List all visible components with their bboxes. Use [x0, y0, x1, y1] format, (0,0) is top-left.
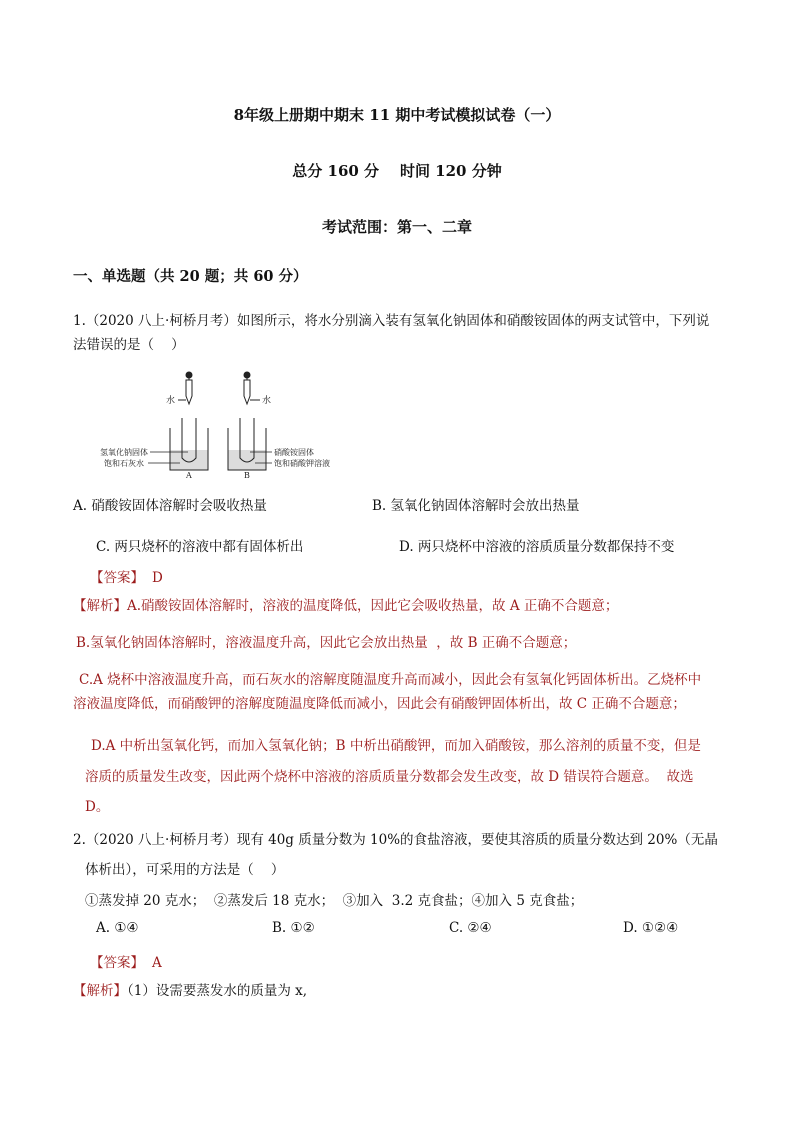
- q2-option-a: A. ①④: [96, 920, 139, 936]
- label-naoh: 氢氧化钠固体: [100, 448, 148, 457]
- q1-stem-line2: 法错误的是（ ）: [73, 337, 185, 353]
- q1-option-b: B. 氢氧化钠固体溶解时会放出热量: [372, 498, 580, 514]
- label-kno3: 饱和硝酸钾溶液: [274, 459, 330, 468]
- analysis-label: 【解析】: [73, 598, 127, 614]
- q2-option-d: D. ①②④: [623, 920, 679, 936]
- q1-beaker-figure: [100, 370, 360, 478]
- q1-option-c: C. 两只烧杯的溶液中都有固体析出: [96, 539, 304, 555]
- q2-methods: ①蒸发掉 20 克水； ②蒸发后 18 克水； ③加入 3.2 克食盐；④加入 5 克食盐；: [85, 893, 584, 909]
- answer-value: D: [152, 570, 163, 586]
- q1-analysis-c1: C.A 烧杯中溶液温度升高，而石灰水的溶解度随温度升高而减小，因此会有氢氧化钙固体析出。乙烧杯中: [79, 672, 702, 688]
- exam-scope: 考试范围：第一、二章: [321, 218, 472, 236]
- answer-label: 【答案】: [90, 955, 144, 971]
- section-heading: 一、单选题（共 20 题；共 60 分）: [73, 268, 308, 285]
- q1-analysis-d1: D.A 中析出氢氧化钙，而加入氢氧化钠；B 中析出硝酸钾，而加入硝酸铵，那么溶剂的质量不变，但是: [91, 738, 701, 754]
- q1-analysis-a: [73, 594, 618, 614]
- label-b: B: [244, 471, 250, 478]
- label-water-b: 水: [262, 396, 272, 406]
- q1-analysis-b: B.氢氧化钠固体溶解时，溶液温度升高，因此它会放出热量 ，故 B 正确不合题意；: [76, 635, 577, 651]
- beaker-b: [228, 372, 266, 470]
- label-water-a: 水: [166, 396, 176, 406]
- q1-stem-line1: 1.（2020 八上·柯桥月考）如图所示，将水分别滴入装有氢氧化钠固体和硝酸铵固体的两支试管中，下列说: [73, 313, 710, 329]
- q1-analysis-d3: D。: [85, 799, 110, 815]
- q1-option-a: A. 硝酸铵固体溶解时会吸收热量: [73, 498, 267, 514]
- q2-stem-line1: 2.（2020 八上·柯桥月考）现有 40g 质量分数为 10%的食盐溶液，要使其溶质的质量分数达到 20%（无晶: [73, 832, 718, 848]
- exam-title: 8年级上册期中期末 11 期中考试模拟试卷（一）: [233, 106, 561, 124]
- q2-option-b: B. ①②: [272, 920, 315, 936]
- answer-label: 【答案】: [90, 570, 144, 586]
- q1-analysis-c2: 溶液温度降低，而硝酸钾的溶解度随温度降低而减小，因此会有硝酸钾固体析出，故 C 正确不合题意；: [73, 696, 686, 712]
- q2-analysis-1: [73, 979, 307, 999]
- beaker-a: [170, 372, 208, 470]
- q1-analysis-d2: 溶质的质量发生改变，因此两个烧杯中溶液的溶质质量分数都会发生改变，故 D 错误符合题意。 故选: [85, 769, 694, 785]
- label-a: A: [186, 471, 192, 478]
- analysis-label: 【解析】: [73, 983, 127, 999]
- score-time: 总分 160 分 时间 120 分钟: [292, 162, 502, 180]
- answer-value: A: [152, 955, 162, 971]
- analysis-1-text: （1）设需要蒸发水的质量为 x,: [127, 983, 308, 999]
- q2-answer: [90, 951, 162, 971]
- q2-option-c: C. ②④: [449, 920, 492, 936]
- label-limewater: 饱和石灰水: [104, 459, 144, 468]
- q2-stem-line2: 体析出），可采用的方法是（ ）: [85, 862, 285, 878]
- q1-option-d: D. 两只烧杯中溶液的溶质质量分数都保持不变: [399, 539, 675, 555]
- analysis-a-text: A.硝酸铵固体溶解时，溶液的温度降低，因此它会吸收热量，故 A 正确不合题意；: [127, 598, 619, 614]
- label-nh4no3: 硝酸铵固体: [274, 448, 314, 457]
- q1-answer: [90, 566, 163, 586]
